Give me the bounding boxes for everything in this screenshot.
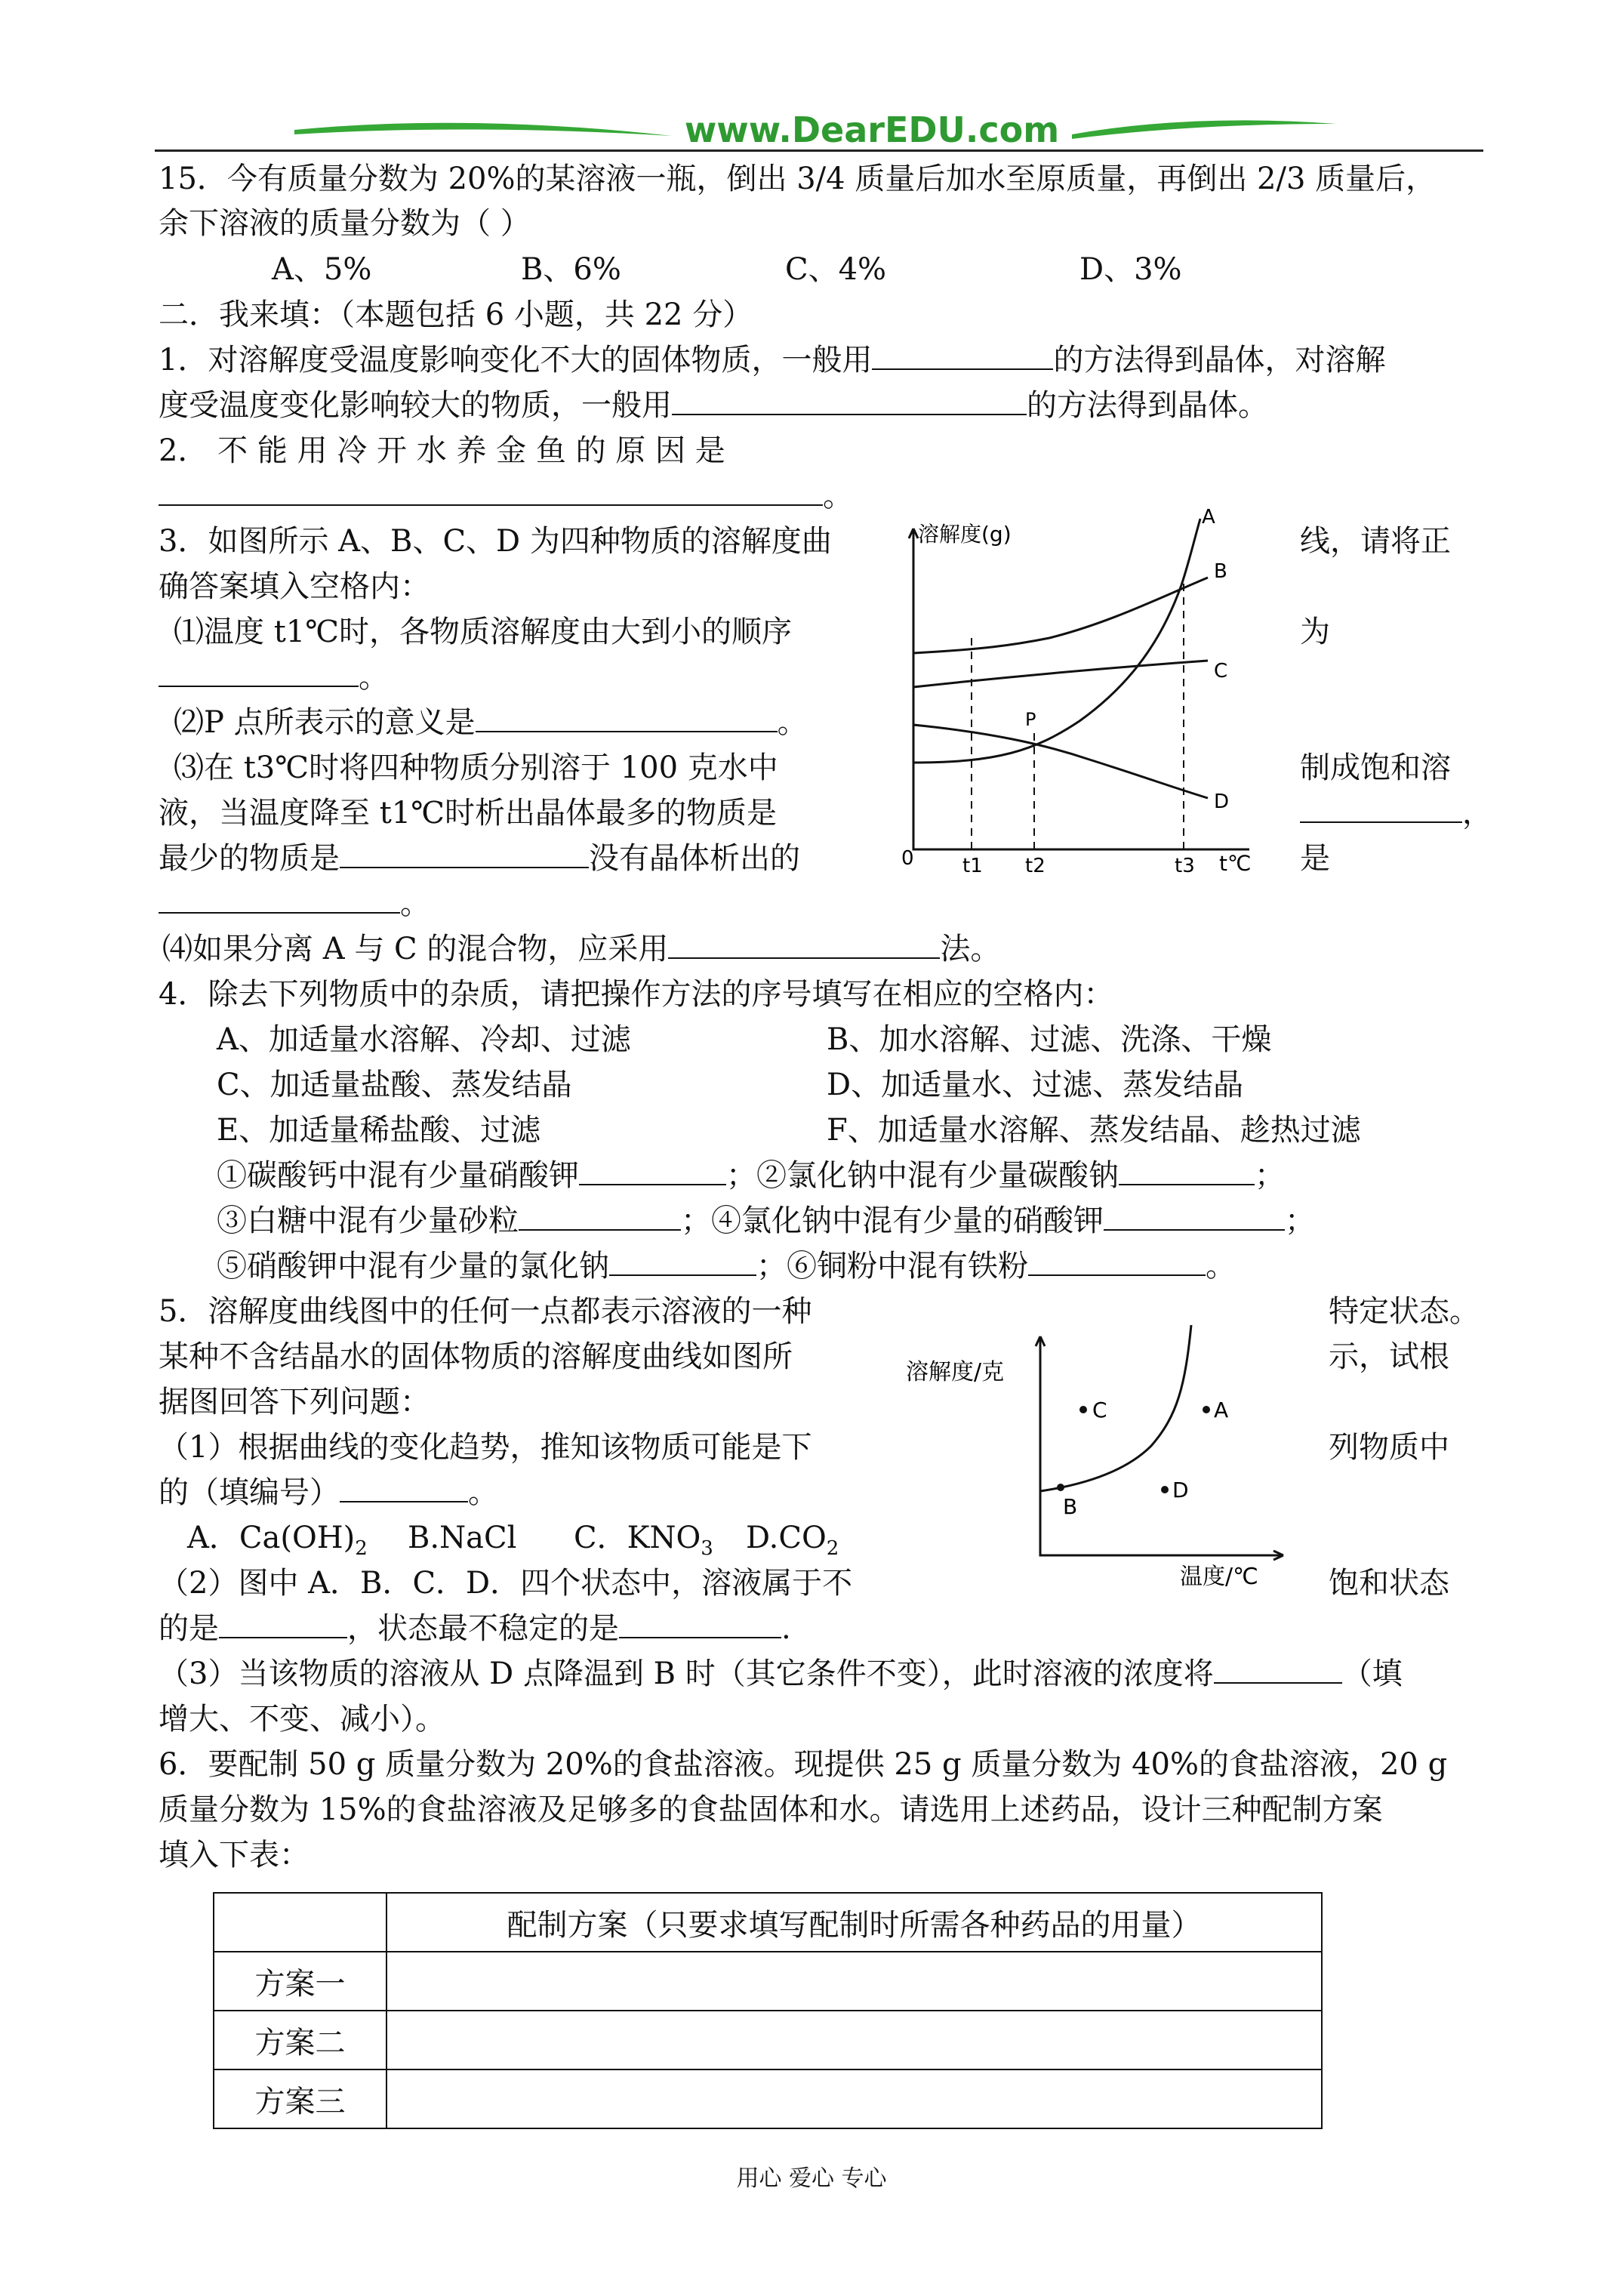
q3-end4: 。 (359, 660, 389, 695)
q5-cooling-text: （3）当该物质的溶液从 D 点降温到 B 时（其它条件不变），此时溶液的浓度将 (159, 1657, 1214, 1691)
q4-semi-2: ； (1285, 1203, 1315, 1238)
q4-item-1: ①碳酸钙中混有少量硝酸钾 (217, 1158, 579, 1193)
q5-line10: 增大、不变、减小）。 (159, 1702, 445, 1737)
chart1-tick-t1: t1 (962, 855, 983, 876)
chart1-xlabel: t℃ (1219, 851, 1252, 876)
table-header-row (214, 1893, 1322, 1952)
q5-line8 (159, 1606, 791, 1651)
q2-end: 。 (823, 479, 853, 513)
q5-option-c-sub: 3 (701, 1537, 713, 1560)
q15-option-b: B、6% (521, 252, 621, 287)
header-rule (155, 149, 1483, 152)
q3-blank-method[interactable] (668, 932, 940, 959)
q4-method-a: A、加适量水溶解、冷却、过滤 (217, 1022, 631, 1057)
chart2-xlabel: 温度/℃ (1180, 1564, 1258, 1590)
solubility-chart-abcd (891, 502, 1261, 876)
q3-p-meaning: ⑵P 点所表示的意义是 (174, 705, 476, 740)
q4-blank-4[interactable] (1104, 1203, 1285, 1231)
plan-table (213, 1892, 1323, 2129)
plan-answer-2[interactable] (387, 2011, 1322, 2069)
solubility-chart-states (902, 1325, 1298, 1593)
q5-blank-1[interactable] (340, 1475, 468, 1502)
q5-blank-2[interactable] (219, 1611, 347, 1638)
plan-answer-1[interactable] (387, 1952, 1322, 2011)
q3-right1: 线，请将正 (1300, 524, 1451, 559)
q4-blank-6[interactable] (1028, 1249, 1206, 1276)
q2-blank[interactable] (159, 479, 823, 506)
q4-blank-1[interactable] (579, 1158, 726, 1185)
q4-method-e: E、加适量稀盐酸、过滤 (217, 1113, 541, 1148)
q3-right3: 为 (1300, 615, 1330, 649)
q5-option-d-sub: 2 (826, 1537, 839, 1560)
q5-line3: 据图回答下列问题： (159, 1385, 430, 1419)
state-point-a (1203, 1406, 1210, 1413)
q6-line2: 质量分数为 15%的食盐溶液及足够多的食盐固体和水。请选用上述药品，设计三种配制方案 (159, 1792, 1383, 1827)
chart1-ylabel: 溶解度(g) (918, 522, 1012, 547)
q3-line9 (159, 881, 430, 926)
q15-option-c: C、4% (785, 252, 887, 287)
q4-item-4: ；④氯化钠中混有少量的硝酸钾 (681, 1203, 1104, 1238)
q3-line6: ⑶在 t3℃时将四种物质分别溶于 100 克水中 (174, 750, 778, 785)
q6-line1: 6．要配制 50 g 质量分数为 20%的食盐溶液。现提供 25 g 质量分数为 40%的食盐溶液，20 g (159, 1747, 1448, 1782)
q15-option-a: A、5% (272, 252, 372, 287)
q4-method-c: C、加适量盐酸、蒸发结晶 (217, 1068, 572, 1102)
q3-blank-p[interactable] (476, 705, 778, 732)
q4-blank-2[interactable] (1119, 1158, 1255, 1185)
q5-right1: 特定状态。 (1329, 1294, 1480, 1329)
q4-item-2: ；②氯化钠中混有少量碳酸钠 (726, 1158, 1119, 1193)
table-row (214, 2011, 1322, 2069)
q4-item-5: ⑤硝酸钾中混有少量的氯化钠 (217, 1249, 609, 1284)
point-p-label: P (1025, 709, 1036, 730)
q5-option-a-text: A．Ca(OH) (187, 1521, 356, 1555)
q6-line3: 填入下表： (159, 1838, 310, 1872)
q5-line9 (159, 1651, 1403, 1697)
chart1-tick-t2: t2 (1025, 855, 1046, 876)
q3-line8 (159, 836, 800, 881)
q3-blank-none[interactable] (159, 886, 400, 914)
q3-separate: ⑷如果分离 A 与 C 的混合物，应采用 (162, 932, 669, 966)
q5-end8: . (781, 1611, 791, 1646)
q5-right7: 饱和状态 (1329, 1566, 1449, 1601)
curve-a (913, 519, 1200, 763)
q5-right4: 列物质中 (1329, 1430, 1449, 1465)
q4-item-3: ③白糖中混有少量砂粒 (217, 1203, 519, 1238)
q15-line2: 余下溶液的质量分数为（ ） (159, 206, 531, 241)
table-row (214, 2069, 1322, 2128)
q4-items-row1 (217, 1153, 1285, 1198)
state-label-a: A (1214, 1398, 1229, 1422)
curve-c-label: C (1214, 660, 1228, 683)
plan-label-2: 方案二 (214, 2011, 387, 2069)
curve-b (913, 578, 1208, 653)
q5-line7: （2）图中 A．B．C．D．四个状态中，溶液属于不 (159, 1566, 853, 1601)
q4-end: 。 (1206, 1249, 1236, 1284)
state-point-c (1079, 1406, 1087, 1413)
section-title: 二．我来填：（本题包括 6 小题，共 22 分） (159, 297, 753, 332)
q5-option-c-text: C．KNO (574, 1521, 701, 1555)
q2-line1: 2． 不 能 用 冷 开 水 养 金 鱼 的 原 因 是 (159, 433, 725, 468)
q5-line1: 5．溶解度曲线图中的任何一点都表示溶液的一种 (159, 1294, 812, 1329)
curve-b-label: B (1214, 560, 1227, 583)
q15-option-d: D、3% (1079, 252, 1182, 287)
q3-blank-most[interactable] (1300, 796, 1462, 823)
table-corner-cell (214, 1893, 387, 1952)
q4-semi-1: ； (1255, 1158, 1285, 1193)
q3-right7-end: ， (1462, 796, 1492, 831)
state-point-b (1057, 1484, 1064, 1491)
q5-blank-3[interactable] (619, 1611, 781, 1638)
q5-blank-4[interactable] (1214, 1657, 1342, 1684)
plan-label-3: 方案三 (214, 2069, 387, 2128)
q4-items-row3 (217, 1244, 1236, 1289)
q1-blank-1[interactable] (872, 343, 1053, 370)
state-label-c: C (1092, 1398, 1107, 1422)
q5-line4: （1）根据曲线的变化趋势，推知该物质可能是下 (159, 1430, 812, 1465)
table-row (214, 1952, 1322, 2011)
q5-fill-text: （填 (1341, 1657, 1403, 1691)
curve-d-label: D (1214, 791, 1230, 813)
chart1-origin: 0 (901, 847, 914, 870)
q3-line4 (159, 655, 389, 700)
curve-a-label: A (1202, 506, 1215, 529)
q4-intro: 4．除去下列物质中的杂质，请把操作方法的序号填写在相应的空格内： (159, 977, 1114, 1012)
state-label-b: B (1063, 1494, 1078, 1519)
q1-blank-2[interactable] (672, 388, 1027, 415)
q3-right6: 制成饱和溶 (1300, 750, 1451, 785)
q5-option-a-sub: 2 (355, 1537, 368, 1560)
table-header-cell: 配制方案（只要求填写配制时所需各种药品的用量） (387, 1893, 1322, 1952)
q4-blank-5[interactable] (609, 1249, 756, 1276)
q4-blank-3[interactable] (519, 1203, 681, 1231)
q5-unsat-text: 的是 (159, 1611, 219, 1646)
q3-line3: ⑴温度 t1℃时，各物质溶解度由大到小的顺序 (174, 615, 792, 649)
q15-line1: 15．今有质量分数为 20%的某溶液一瓶，倒出 3/4 质量后加水至原质量，再倒出 2/3 质量后， (159, 162, 1437, 196)
q3-end9: 。 (400, 886, 430, 921)
q4-method-f: F、加适量水溶解、蒸发结晶、趁热过滤 (827, 1113, 1361, 1148)
q3-line10 (162, 926, 1000, 972)
q3-end10: 法。 (940, 932, 1001, 966)
curve-c (913, 661, 1208, 687)
q4-items-row2 (217, 1198, 1315, 1244)
q3-blank-order[interactable] (159, 660, 359, 687)
q1-line1 (159, 337, 1385, 383)
q3-blank-least[interactable] (340, 841, 589, 868)
q3-right8: 是 (1300, 841, 1330, 876)
chart2-ylabel: 溶解度/克 (906, 1359, 1005, 1385)
q5-unstable-text: ，状态最不稳定的是 (347, 1611, 619, 1646)
chart1-tick-t3: t3 (1175, 855, 1195, 876)
site-logo-text: www.DearEDU.com (684, 109, 1060, 150)
plan-label-1: 方案一 (214, 1952, 387, 2011)
q1-text-b: 的方法得到晶体，对溶解 (1053, 343, 1386, 378)
q1-line2 (159, 383, 1268, 428)
q3-least: 最少的物质是 (159, 841, 340, 876)
q1-text-d: 的方法得到晶体。 (1027, 388, 1268, 423)
q3-end5: 。 (777, 705, 808, 740)
q5-select-text: 的（填编号） (159, 1475, 340, 1510)
chart2-curve (1040, 1325, 1191, 1491)
q3-line2: 确答案填入空格内： (159, 569, 430, 604)
q2-line2 (159, 473, 853, 519)
page-footer: 用心 爱心 专心 (736, 2165, 887, 2192)
state-point-d (1161, 1486, 1169, 1493)
q3-line7: 液，当温度降至 t1℃时析出晶体最多的物质是 (159, 796, 777, 831)
q5-line2: 某种不含结晶水的固体物质的溶解度曲线如图所 (159, 1339, 793, 1374)
q1-text-c: 度受温度变化影响较大的物质，一般用 (159, 388, 672, 423)
q4-method-d: D、加适量水、过滤、蒸发结晶 (827, 1068, 1244, 1102)
q5-end5: 。 (468, 1475, 498, 1510)
q4-item-6: ；⑥铜粉中混有铁粉 (756, 1249, 1028, 1284)
state-label-d: D (1172, 1478, 1189, 1502)
q1-text-a: 1．对溶解度受温度影响变化不大的固体物质，一般用 (159, 343, 873, 378)
q5-line5 (159, 1470, 498, 1515)
q4-method-b: B、加水溶解、过滤、洗涤、干燥 (827, 1022, 1272, 1057)
q3-line1: 3．如图所示 A、B、C、D 为四种物质的溶解度曲 (159, 524, 832, 559)
q5-option-b: B.NaCl (408, 1521, 517, 1555)
q3-none: 没有晶体析出的 (589, 841, 800, 876)
q3-right7 (1300, 791, 1492, 836)
plan-answer-3[interactable] (387, 2069, 1322, 2128)
q3-line5 (174, 700, 808, 745)
q5-right2: 示，试根 (1329, 1339, 1449, 1374)
q5-option-d-text: D.CO (746, 1521, 827, 1555)
